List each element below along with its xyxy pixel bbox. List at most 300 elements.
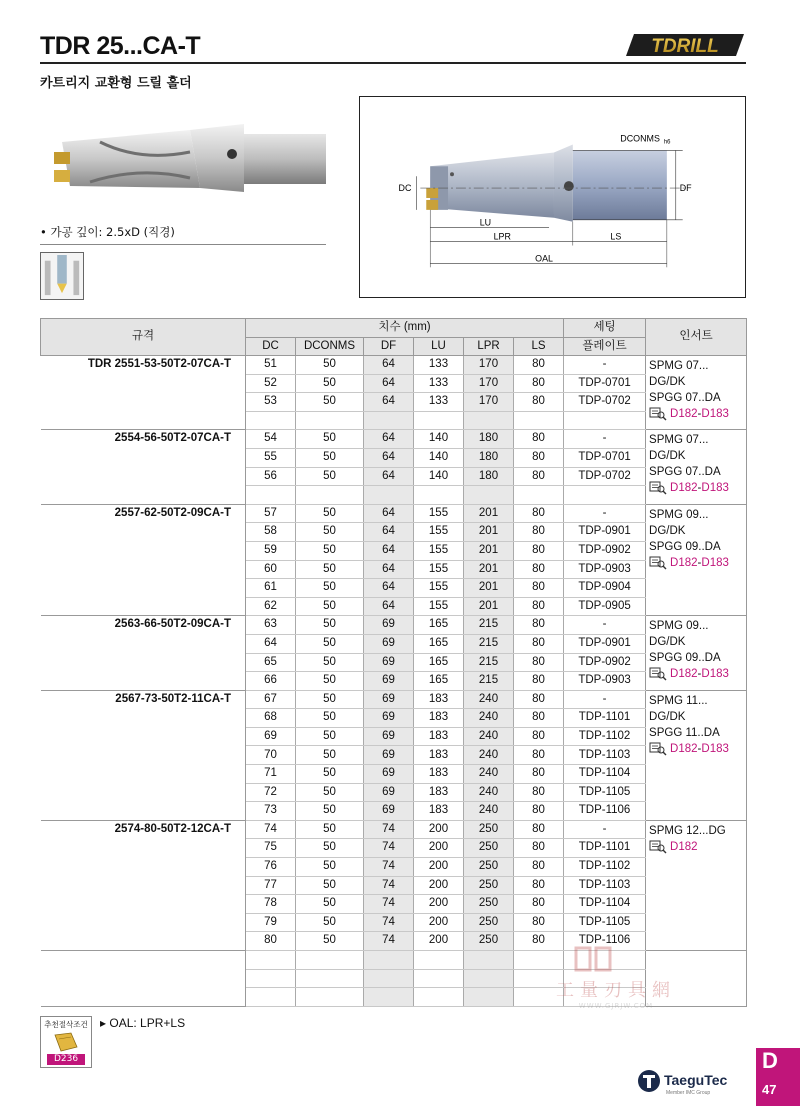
cell-dc: 62: [246, 597, 296, 616]
cell-dc: 59: [246, 541, 296, 560]
cell-ls: 80: [514, 895, 564, 914]
cell-dconms: 50: [296, 895, 364, 914]
cell-setting-plate: TDP-0905: [564, 597, 646, 616]
cell-setting-plate: [564, 486, 646, 505]
cell-dc: 61: [246, 579, 296, 598]
insert-line: SPMG 11...: [649, 694, 708, 707]
magnifier-icon: [649, 840, 667, 854]
title-rule: [40, 62, 746, 64]
brand-sub: Member IMC Group: [666, 1090, 711, 1096]
magnifier-icon: [649, 742, 667, 756]
spec-designation: 2554-56-50T2-07CA-T: [41, 430, 246, 504]
watermark-url: WWW.GJRJW.COM: [578, 1002, 654, 1010]
cell-ls: 80: [514, 690, 564, 709]
cell-lu: [414, 411, 464, 430]
cell-df: 64: [364, 597, 414, 616]
insert-line: SPGG 11..DA: [649, 726, 720, 739]
cell-lpr: 240: [464, 802, 514, 821]
cell-dconms: 50: [296, 579, 364, 598]
cell-ls: 80: [514, 932, 564, 951]
cell-df: 69: [364, 709, 414, 728]
cell-dc: 68: [246, 709, 296, 728]
cell-setting-plate: TDP-0701: [564, 374, 646, 393]
insert-ref-sep: -: [697, 556, 702, 569]
lpr-label: LPR: [493, 231, 511, 242]
empty-cell: [464, 988, 514, 1007]
cell-lpr: 250: [464, 858, 514, 877]
cell-lu: 165: [414, 672, 464, 691]
insert-cell: [646, 356, 747, 430]
cell-lu: 200: [414, 913, 464, 932]
cell-dconms: 50: [296, 430, 364, 449]
insert-reference[interactable]: [649, 406, 746, 422]
section-letter: D: [762, 1048, 778, 1073]
cell-dc: 75: [246, 839, 296, 858]
spec-designation: 2574-80-50T2-12CA-T: [41, 820, 246, 950]
cell-lpr: 201: [464, 579, 514, 598]
cell-dc: 79: [246, 913, 296, 932]
cell-lu: 200: [414, 820, 464, 839]
cell-lpr: 170: [464, 374, 514, 393]
dconms-label: DCONMS: [620, 133, 660, 144]
insert-ref-a[interactable]: D182: [670, 482, 698, 495]
cell-dc: 55: [246, 448, 296, 467]
cell-df: 74: [364, 820, 414, 839]
empty-cell: [464, 969, 514, 988]
cell-lpr: 180: [464, 467, 514, 486]
table-row: [41, 504, 747, 523]
cell-lu: 183: [414, 746, 464, 765]
cell-lpr: 180: [464, 448, 514, 467]
cell-df: 64: [364, 374, 414, 393]
cell-df: 69: [364, 802, 414, 821]
header-setting-1: 세팅: [564, 319, 646, 338]
header-dc: DC: [246, 338, 296, 356]
table-row: [41, 616, 747, 635]
magnifier-icon: [649, 407, 667, 421]
book-icon: [51, 1031, 81, 1053]
cell-dconms: [296, 411, 364, 430]
insert-ref-b[interactable]: D183: [701, 668, 729, 681]
cell-lu: 140: [414, 467, 464, 486]
cell-dc: 51: [246, 356, 296, 375]
cell-df: 74: [364, 858, 414, 877]
cell-dconms: 50: [296, 690, 364, 709]
cell-ls: 80: [514, 393, 564, 412]
cell-setting-plate: TDP-0702: [564, 467, 646, 486]
cell-setting-plate: TDP-1106: [564, 932, 646, 951]
insert-ref-a[interactable]: D182: [670, 840, 698, 853]
dc-label: DC: [398, 183, 412, 194]
cell-ls: 80: [514, 448, 564, 467]
cell-ls: 80: [514, 672, 564, 691]
cell-dconms: 50: [296, 467, 364, 486]
df-label: DF: [679, 183, 692, 194]
insert-reference[interactable]: [649, 480, 746, 496]
cell-dconms: 50: [296, 523, 364, 542]
insert-line: SPMG 12...DG: [649, 824, 726, 837]
cell-ls: 80: [514, 858, 564, 877]
header-lu: LU: [414, 338, 464, 356]
empty-cell: [414, 969, 464, 988]
cell-lu: 165: [414, 653, 464, 672]
cell-df: 64: [364, 356, 414, 375]
lu-label: LU: [479, 217, 492, 228]
magnifier-icon: [649, 481, 667, 495]
cell-dc: 80: [246, 932, 296, 951]
cell-setting-plate: -: [564, 820, 646, 839]
insert-line: SPMG 09...: [649, 620, 709, 633]
cell-lpr: 215: [464, 672, 514, 691]
cell-setting-plate: TDP-0903: [564, 672, 646, 691]
cell-setting-plate: TDP-0901: [564, 634, 646, 653]
cell-dconms: 50: [296, 672, 364, 691]
cell-lu: 165: [414, 634, 464, 653]
insert-line: DG/DK: [649, 450, 686, 463]
cell-dc: 71: [246, 765, 296, 784]
cell-df: 74: [364, 876, 414, 895]
cell-lu: 183: [414, 690, 464, 709]
insert-line: DG/DK: [649, 710, 686, 723]
dconms-sub-label: h6: [663, 139, 671, 146]
cell-lpr: 250: [464, 913, 514, 932]
cell-setting-plate: TDP-1101: [564, 709, 646, 728]
cell-setting-plate: [564, 411, 646, 430]
cell-dconms: 50: [296, 858, 364, 877]
cell-dconms: [296, 486, 364, 505]
cell-setting-plate: TDP-0701: [564, 448, 646, 467]
cell-df: 64: [364, 523, 414, 542]
depth-note: • 가공 깊이: 2.5xD (직경): [40, 225, 175, 239]
cell-dc: [246, 486, 296, 505]
header-ls: LS: [514, 338, 564, 356]
empty-cell: [246, 969, 296, 988]
cell-lpr: 240: [464, 746, 514, 765]
empty-cell: [296, 969, 364, 988]
cell-setting-plate: TDP-1101: [564, 839, 646, 858]
recommend-label: 추천절삭조건: [44, 1020, 88, 1029]
ls-label: LS: [610, 231, 622, 242]
cell-df: 69: [364, 672, 414, 691]
insert-cell: [646, 820, 747, 950]
cell-setting-plate: -: [564, 430, 646, 449]
cell-ls: 80: [514, 560, 564, 579]
header-insert: 인서트: [646, 319, 747, 356]
cell-df: [364, 486, 414, 505]
cell-ls: 80: [514, 913, 564, 932]
cell-dconms: 50: [296, 820, 364, 839]
cell-dc: 78: [246, 895, 296, 914]
oal-label: OAL: [535, 253, 554, 264]
cell-setting-plate: TDP-1102: [564, 858, 646, 877]
cell-lpr: 215: [464, 653, 514, 672]
cell-dc: 74: [246, 820, 296, 839]
cell-ls: 80: [514, 616, 564, 635]
technical-drawing: [359, 96, 746, 298]
header-dims: 치수 (mm): [246, 319, 564, 338]
cell-lpr: 201: [464, 597, 514, 616]
insert-cell: [646, 430, 747, 504]
cell-dc: 73: [246, 802, 296, 821]
cell-df: 69: [364, 783, 414, 802]
insert-ref-a[interactable]: D182: [670, 742, 698, 755]
cell-lpr: 180: [464, 430, 514, 449]
cell-ls: 80: [514, 727, 564, 746]
cell-df: 69: [364, 765, 414, 784]
cell-df: 64: [364, 560, 414, 579]
cell-setting-plate: TDP-0702: [564, 393, 646, 412]
cell-dc: 69: [246, 727, 296, 746]
cell-lu: 155: [414, 523, 464, 542]
cell-dconms: 50: [296, 653, 364, 672]
brand-name: TaeguTec: [664, 1072, 728, 1088]
watermark-text: 工量刃具網: [556, 980, 676, 1001]
cell-lu: 200: [414, 932, 464, 951]
cell-lu: 200: [414, 876, 464, 895]
insert-line: SPMG 07...: [649, 434, 709, 447]
cell-lpr: 250: [464, 932, 514, 951]
empty-cell: [364, 951, 414, 970]
insert-ref-a[interactable]: D182: [670, 556, 698, 569]
cell-lu: 140: [414, 448, 464, 467]
cell-df: 69: [364, 690, 414, 709]
insert-line: SPGG 07..DA: [649, 466, 721, 479]
cell-dconms: 50: [296, 616, 364, 635]
header-df: DF: [364, 338, 414, 356]
cell-df: 74: [364, 932, 414, 951]
insert-ref-a[interactable]: D182: [670, 408, 698, 420]
cell-df: 74: [364, 839, 414, 858]
cell-dc: 57: [246, 504, 296, 523]
insert-line: SPGG 09..DA: [649, 540, 721, 553]
cell-lu: 183: [414, 802, 464, 821]
cell-dc: 70: [246, 746, 296, 765]
empty-cell: [414, 951, 464, 970]
insert-ref-b[interactable]: D183: [701, 556, 729, 569]
cell-setting-plate: TDP-1103: [564, 876, 646, 895]
insert-line: DG/DK: [649, 524, 686, 537]
cell-dconms: 50: [296, 783, 364, 802]
empty-cell: [364, 969, 414, 988]
cell-setting-plate: TDP-1104: [564, 895, 646, 914]
cell-setting-plate: -: [564, 356, 646, 375]
cell-dc: 64: [246, 634, 296, 653]
cell-dconms: 50: [296, 913, 364, 932]
cell-ls: 80: [514, 802, 564, 821]
logo-text: TDRILL: [651, 36, 719, 57]
cell-lu: 200: [414, 858, 464, 877]
cell-setting-plate: TDP-0904: [564, 579, 646, 598]
cell-ls: 80: [514, 839, 564, 858]
cell-ls: 80: [514, 597, 564, 616]
spec-designation: 2567-73-50T2-11CA-T: [41, 690, 246, 820]
cell-setting-plate: TDP-1103: [564, 746, 646, 765]
insert-ref-b[interactable]: D183: [701, 408, 729, 420]
insert-reference[interactable]: [649, 555, 746, 571]
insert-cell: [646, 504, 747, 616]
cell-lpr: 250: [464, 839, 514, 858]
cell-lpr: 240: [464, 709, 514, 728]
cell-dc: 77: [246, 876, 296, 895]
empty-cell: [41, 969, 246, 988]
cell-ls: [514, 411, 564, 430]
cell-lu: 183: [414, 709, 464, 728]
cell-dc: 72: [246, 783, 296, 802]
cell-setting-plate: TDP-1105: [564, 783, 646, 802]
spec-designation: TDR 2551-53-50T2-07CA-T: [41, 356, 246, 430]
cell-ls: 80: [514, 653, 564, 672]
cell-lpr: 250: [464, 876, 514, 895]
cell-dc: 65: [246, 653, 296, 672]
cell-dconms: 50: [296, 560, 364, 579]
cell-dconms: 50: [296, 356, 364, 375]
recommend-box[interactable]: [40, 1016, 92, 1068]
cell-setting-plate: TDP-1102: [564, 727, 646, 746]
cell-ls: 80: [514, 820, 564, 839]
oal-note: ▸ OAL: LPR+LS: [100, 1016, 186, 1030]
insert-ref-a[interactable]: D182: [670, 668, 698, 681]
cell-df: 74: [364, 895, 414, 914]
cell-dc: [246, 411, 296, 430]
cell-df: 69: [364, 634, 414, 653]
cell-dc: 76: [246, 858, 296, 877]
cell-lpr: 201: [464, 523, 514, 542]
cell-lpr: 201: [464, 504, 514, 523]
cell-lpr: 240: [464, 690, 514, 709]
cell-setting-plate: TDP-0902: [564, 541, 646, 560]
cell-df: 69: [364, 616, 414, 635]
header-spec: 규격: [41, 319, 246, 356]
cell-df: 69: [364, 727, 414, 746]
insert-reference[interactable]: [649, 666, 746, 682]
cell-dc: 52: [246, 374, 296, 393]
cell-lu: 200: [414, 839, 464, 858]
section-tab[interactable]: [756, 1048, 800, 1106]
recommend-ref[interactable]: D236: [47, 1054, 85, 1065]
cell-ls: 80: [514, 709, 564, 728]
insert-reference[interactable]: [649, 741, 746, 757]
empty-cell: [296, 988, 364, 1007]
cell-lpr: 240: [464, 783, 514, 802]
table-row: [41, 820, 747, 839]
spec-designation: 2563-66-50T2-09CA-T: [41, 616, 246, 690]
watermark-mark-icon: [574, 944, 614, 972]
cell-df: 64: [364, 448, 414, 467]
cell-dc: 54: [246, 430, 296, 449]
empty-cell: [364, 988, 414, 1007]
cell-ls: 80: [514, 541, 564, 560]
cell-setting-plate: TDP-0902: [564, 653, 646, 672]
cell-dconms: 50: [296, 727, 364, 746]
cell-dconms: 50: [296, 374, 364, 393]
cell-lu: 155: [414, 597, 464, 616]
insert-ref-sep: -: [697, 668, 702, 681]
cell-dconms: 50: [296, 448, 364, 467]
cell-dconms: 50: [296, 504, 364, 523]
cell-df: 69: [364, 653, 414, 672]
magnifier-icon: [649, 667, 667, 681]
insert-line: DG/DK: [649, 376, 686, 388]
cell-df: 64: [364, 579, 414, 598]
cell-lpr: 240: [464, 727, 514, 746]
cell-dconms: 50: [296, 541, 364, 560]
insert-reference[interactable]: [649, 839, 746, 855]
cell-lu: [414, 486, 464, 505]
empty-cell: [414, 988, 464, 1007]
table-row: [41, 690, 747, 709]
cell-ls: 80: [514, 356, 564, 375]
insert-line: SPGG 09..DA: [649, 652, 721, 665]
cell-df: 74: [364, 913, 414, 932]
cell-dconms: 50: [296, 765, 364, 784]
cell-ls: 80: [514, 876, 564, 895]
cell-dc: 56: [246, 467, 296, 486]
cell-df: 64: [364, 541, 414, 560]
cell-lu: 155: [414, 541, 464, 560]
cell-lpr: 170: [464, 393, 514, 412]
table-row: [41, 356, 747, 375]
cell-lu: 133: [414, 393, 464, 412]
cell-lpr: 250: [464, 895, 514, 914]
cell-dconms: 50: [296, 932, 364, 951]
cell-dconms: 50: [296, 746, 364, 765]
empty-cell: [41, 988, 246, 1007]
empty-cell: [246, 988, 296, 1007]
cell-df: [364, 411, 414, 430]
insert-cell: [646, 616, 747, 690]
cell-lu: 155: [414, 579, 464, 598]
page-number: 47: [762, 1082, 777, 1097]
depth-rule: [40, 244, 326, 245]
cell-lu: 165: [414, 616, 464, 635]
cell-lpr: 201: [464, 541, 514, 560]
magnifier-icon: [649, 556, 667, 570]
cell-dc: 60: [246, 560, 296, 579]
cell-setting-plate: -: [564, 690, 646, 709]
spec-table: [40, 318, 747, 1007]
cell-dconms: 50: [296, 393, 364, 412]
cell-ls: 80: [514, 783, 564, 802]
header-setting-2: 플레이트: [564, 338, 646, 356]
cell-lpr: 170: [464, 356, 514, 375]
insert-line: SPMG 07...: [649, 360, 709, 372]
insert-ref-sep: -: [697, 408, 702, 420]
header-lpr: LPR: [464, 338, 514, 356]
insert-cell: [646, 690, 747, 820]
insert-ref-b[interactable]: D183: [701, 482, 729, 495]
cell-lu: 183: [414, 783, 464, 802]
cell-lu: 183: [414, 765, 464, 784]
cell-ls: 80: [514, 765, 564, 784]
drilling-icon: [40, 252, 84, 300]
watermark: [536, 944, 696, 1024]
cell-ls: 80: [514, 746, 564, 765]
page-subtitle: 카트리지 교환형 드릴 홀더: [40, 76, 192, 91]
cell-lu: 133: [414, 356, 464, 375]
cell-setting-plate: -: [564, 616, 646, 635]
insert-ref-sep: -: [697, 482, 702, 495]
cell-dc: 67: [246, 690, 296, 709]
cell-setting-plate: TDP-0901: [564, 523, 646, 542]
cell-lu: 183: [414, 727, 464, 746]
cell-lu: 155: [414, 504, 464, 523]
insert-ref-b[interactable]: D183: [701, 742, 729, 755]
insert-line: SPMG 09...: [649, 508, 709, 521]
tool-photo: [40, 112, 340, 212]
cell-ls: 80: [514, 523, 564, 542]
cell-df: 64: [364, 393, 414, 412]
cell-dconms: 50: [296, 634, 364, 653]
